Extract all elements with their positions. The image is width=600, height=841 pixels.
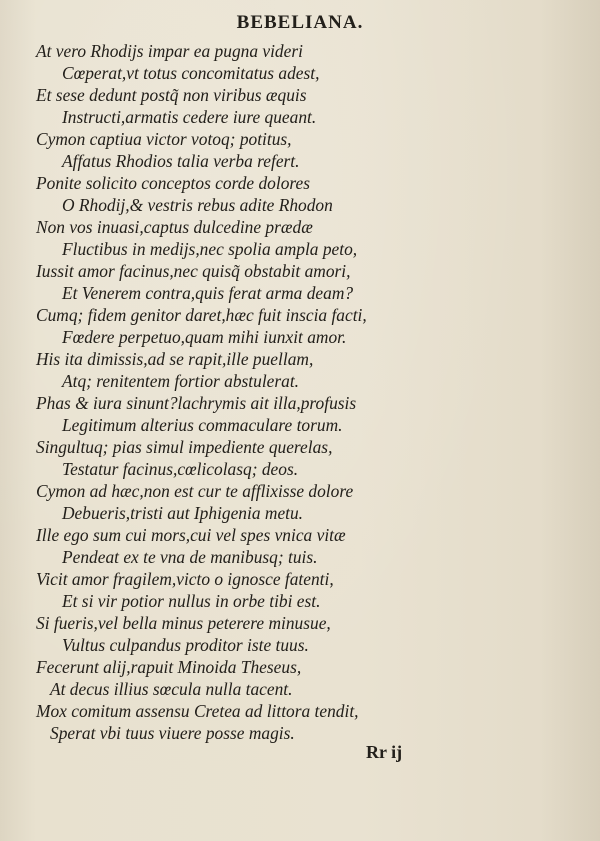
verse-line: Cumq; fidem genitor daret,hæc fuit inscia facti, bbox=[36, 305, 367, 325]
verse-line: At decus illius sœcula nulla tacent. bbox=[50, 679, 293, 699]
verse-line: Debueris,tristi aut Iphigenia metu. bbox=[62, 503, 304, 523]
verse-line: Vultus culpandus proditor iste tuus. bbox=[62, 635, 309, 655]
verse-line: At vero Rhodijs impar ea pugna videri bbox=[36, 41, 303, 61]
verse-line: Mox comitum assensu Cretea ad littora tendit, bbox=[36, 701, 359, 721]
verse-line: Et sese dedunt postq̃ non viribus æquis bbox=[36, 85, 307, 105]
running-head: BEBELIANA. bbox=[236, 12, 364, 33]
verse-line: Si fueris,vel bella minus peterere minusue, bbox=[36, 613, 331, 633]
verse-line: Affatus Rhodios talia verba refert. bbox=[62, 151, 300, 171]
verse-line: Et si vir potior nullus in orbe tibi est. bbox=[62, 591, 321, 611]
verse-line: His ita dimissis,ad se rapit,ille puellam, bbox=[36, 349, 314, 369]
signature-mark: Rr ij bbox=[366, 742, 403, 762]
verse-line: Et Venerem contra,quis ferat arma deam? bbox=[62, 283, 354, 303]
verse-line: O Rhodij,& vestris rebus adite Rhodon bbox=[62, 195, 333, 215]
verse-line: Vicit amor fragilem,victo o ignosce fatenti, bbox=[36, 569, 334, 589]
verse-line: Ille ego sum cui mors,cui vel spes vnica vitæ bbox=[36, 525, 346, 545]
verse-line: Singultuq; pias simul impediente querelas, bbox=[36, 437, 333, 457]
verse-line: Pendeat ex te vna de manibusq; tuis. bbox=[62, 547, 318, 567]
verse-line: Atq; renitentem fortior abstulerat. bbox=[62, 371, 300, 391]
verse-line: Fœdere perpetuo,quam mihi iunxit amor. bbox=[62, 327, 347, 347]
verse-line: Cœperat,vt totus concomitatus adest, bbox=[62, 63, 320, 83]
verse-line: Legitimum alterius commaculare torum. bbox=[62, 415, 343, 435]
verse-line: Fluctibus in medijs,nec spolia ampla peto, bbox=[62, 239, 358, 259]
verse-line: Cymon captiua victor votoq; potitus, bbox=[36, 129, 292, 149]
verse-line: Fecerunt alij,rapuit Minoida Theseus, bbox=[36, 657, 302, 677]
verse-line: Non vos inuasi,captus dulcedine prædæ bbox=[36, 217, 313, 237]
verse-line: Iussit amor facinus,nec quisq̃ obstabit amori, bbox=[36, 261, 351, 281]
verse-line: Sperat vbi tuus viuere posse magis. bbox=[50, 723, 295, 743]
page-edge-shadow bbox=[540, 0, 600, 841]
verse-line: Testatur facinus,cœlicolasq; deos. bbox=[62, 459, 299, 479]
verse-line: Instructi,armatis cedere iure queant. bbox=[62, 107, 317, 127]
verse-line: Phas & iura sinunt?lachrymis ait illa,profusis bbox=[36, 393, 357, 413]
verse-line: Cymon ad hæc,non est cur te afflixisse dolore bbox=[36, 481, 354, 501]
verse-line: Ponite solicito conceptos corde dolores bbox=[36, 173, 311, 193]
